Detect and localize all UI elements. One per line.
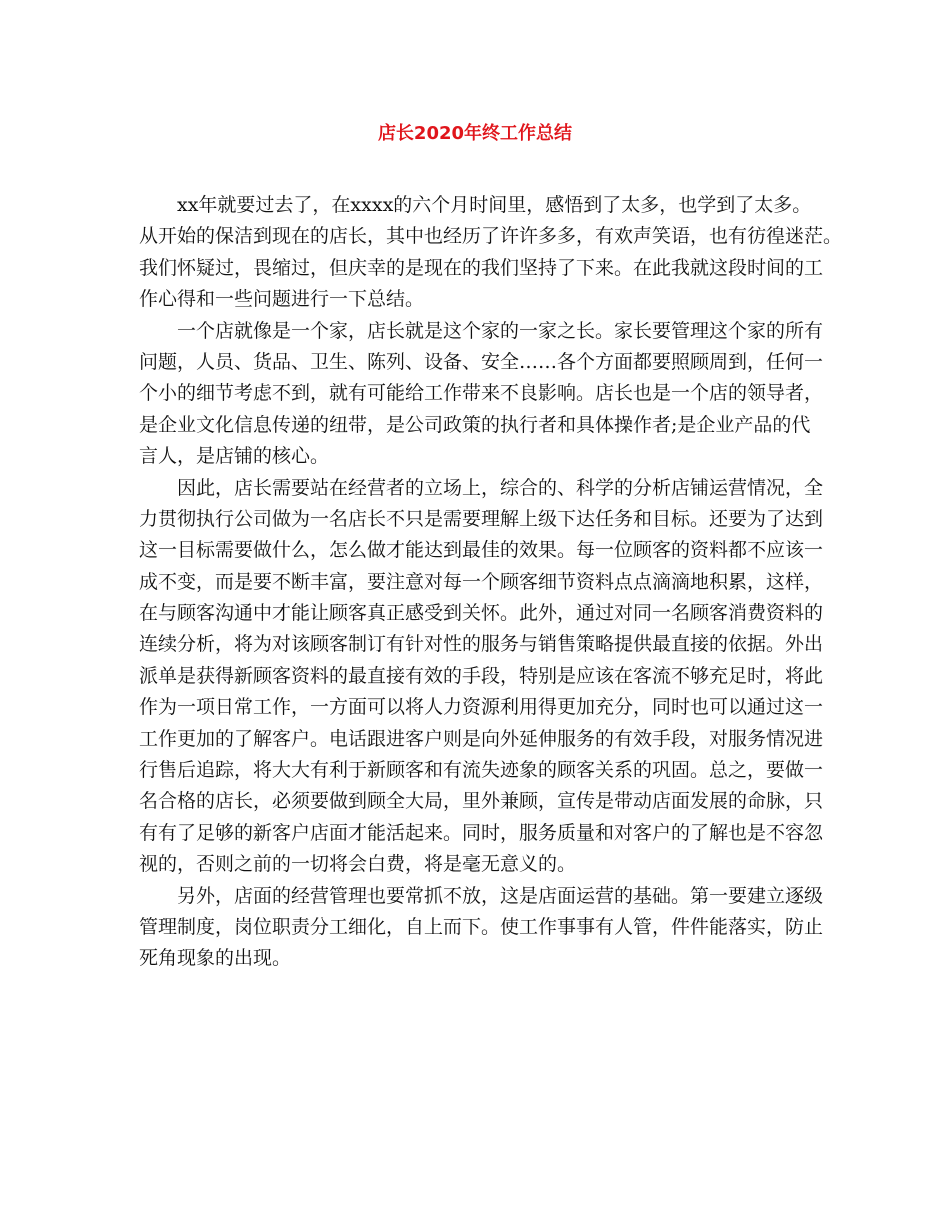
paragraph-line: 有有了足够的新客户店面才能活起来。同时，服务质量和对客户的了解也是不容忽 <box>139 821 824 844</box>
paragraph-line: 作心得和一些问题进行一下总结。 <box>139 288 425 311</box>
paragraph-1 <box>139 190 843 316</box>
document-body <box>139 190 843 975</box>
paragraph-line: 行售后追踪，将大大有利于新顾客和有流失迹象的顾客关系的巩固。总之，要做一 <box>139 759 824 782</box>
paragraph-line: 名合格的店长，必须要做到顾全大局，里外兼顾，宣传是带动店面发展的命脉，只 <box>139 790 824 813</box>
paragraph-line: 我们怀疑过，畏缩过，但庆幸的是现在的我们坚持了下来。在此我就这段时间的工 <box>139 256 824 279</box>
paragraph-line: 在与顾客沟通中才能让顾客真正感受到关怀。此外，通过对同一名顾客消费资料的 <box>139 602 824 625</box>
paragraph-line: 从开始的保洁到现在的店长，其中也经历了许许多多，有欢声笑语，也有彷徨迷茫。 <box>139 225 843 248</box>
paragraph-line: 一个店就像是一个家，店长就是这个家的一家之长。家长要管理这个家的所有 <box>177 319 824 342</box>
paragraph-line: 个小的细节考虑不到，就有可能给工作带来不良影响。店长也是一个店的领导者， <box>139 382 824 405</box>
paragraph-line: 因此，店长需要站在经营者的立场上，综合的、科学的分析店铺运营情况，全 <box>177 476 824 499</box>
paragraph-line: 工作更加的了解客户。电话跟进客户则是向外延伸服务的有效手段，对服务情况进 <box>139 727 824 750</box>
paragraph-line: 成不变，而是要不断丰富，要注意对每一个顾客细节资料点点滴滴地积累，这样， <box>139 570 824 593</box>
paragraph-line: 连续分析，将为对该顾客制订有针对性的服务与销售策略提供最直接的依据。外出 <box>139 633 824 656</box>
paragraph-line: 力贯彻执行公司做为一名店长不只是需要理解上级下达任务和目标。还要为了达到 <box>139 507 824 530</box>
paragraph-line: 作为一项日常工作，一方面可以将人力资源利用得更加充分，同时也可以通过这一 <box>139 696 824 719</box>
paragraph-line: 是企业文化信息传递的纽带，是公司政策的执行者和具体操作者;是企业产品的代 <box>139 413 811 436</box>
paragraph-2 <box>139 316 824 473</box>
document-title: 店长2020年终工作总结 <box>377 123 573 144</box>
paragraph-line: xx年就要过去了，在xxxx的六个月时间里，感悟到了太多，也学到了太多。 <box>177 194 812 216</box>
paragraph-line: 这一目标需要做什么，怎么做才能达到最佳的效果。每一位顾客的资料都不应该一 <box>139 539 824 562</box>
paragraph-line: 言人，是店铺的核心。 <box>139 445 330 468</box>
paragraph-line: 视的，否则之前的一切将会白费，将是毫无意义的。 <box>139 853 577 876</box>
paragraph-line: 管理制度，岗位职责分工细化，自上而下。使工作事事有人管，件件能落实，防止 <box>139 915 824 938</box>
paragraph-4 <box>139 881 824 975</box>
paragraph-line: 另外，店面的经营管理也要常抓不放，这是店面运营的基础。第一要建立逐级 <box>177 884 824 907</box>
paragraph-line: 死角现象的出现。 <box>139 947 292 970</box>
paragraph-line: 问题，人员、货品、卫生、陈列、设备、安全……各个方面都要照顾周到，任何一 <box>139 350 824 373</box>
paragraph-line: 派单是获得新顾客资料的最直接有效的手段，特别是应该在客流不够充足时，将此 <box>139 664 824 687</box>
paragraph-3 <box>139 473 824 881</box>
